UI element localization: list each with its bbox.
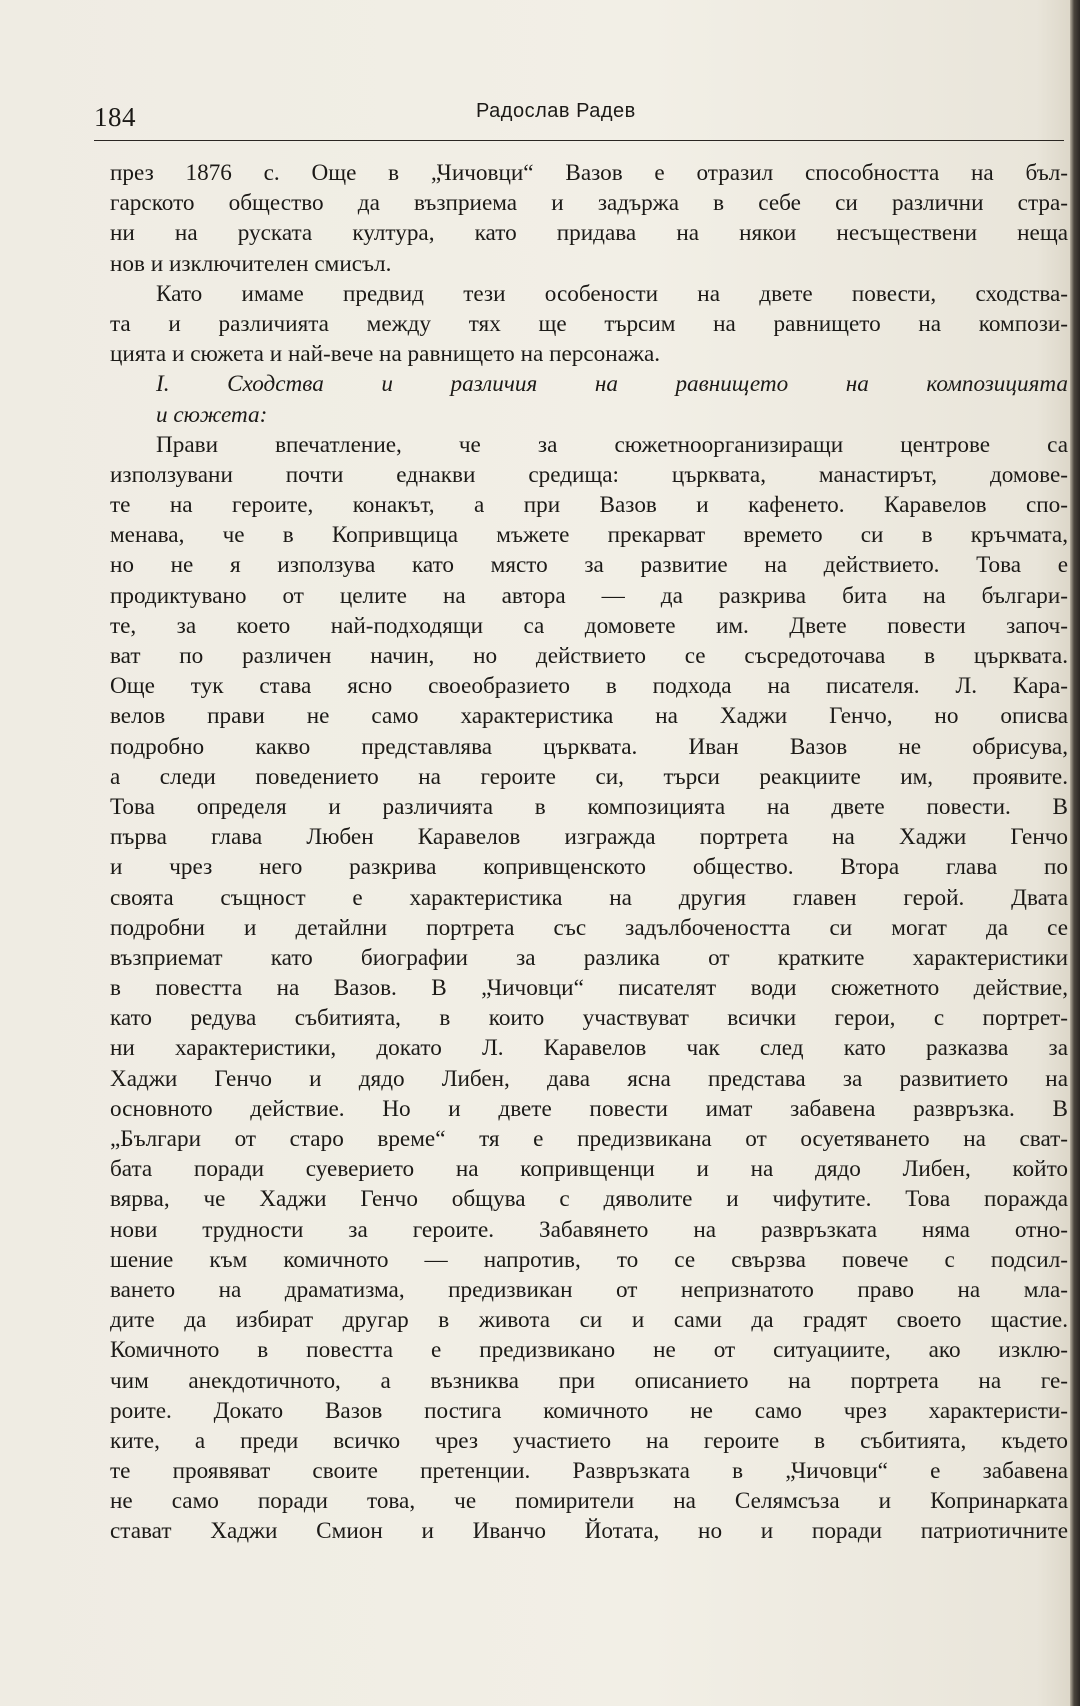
text-line: ването на драматизма, предизвикан от непризнатото право на мла- [110,1276,1068,1303]
text-line: а следи поведението на героите си, търси реакциите им, проявите. [110,763,1068,790]
text-line: през 1876 с. Още в „Чичовци“ Вазов е отразил способността на бъл- [110,160,1068,186]
text-line: нови трудности за героите. Забавянето на развръзката няма отно- [110,1216,1068,1243]
text-line: и чрез него разкрива копривщенското общество. Втора глава по [110,854,1068,881]
text-line: използувани почти еднакви средища: църквата, манастирът, домове- [110,461,1068,488]
text-line: те, за което най-подходящи са домовете им. Двете повести започ- [110,612,1068,639]
text-line: гарското общество да възприема и задържа в себе си различни стра- [110,190,1068,217]
text-line: нов и изключителен смисъл. [110,250,392,277]
body-text [110,158,1068,1547]
text-line: бата поради суеверието на копривщенци и на дядо Либен, който [110,1156,1068,1183]
text-line: цията и сюжета и най-вече на равнището на персонажа. [110,341,661,368]
text-line: шение към комичното — напротив, то се свързва повече с подсил- [110,1246,1068,1273]
text-line: ни характеристики, докато Л. Каравелов чак след като разказва за [110,1035,1068,1062]
text-line: но не я използува като място за развитие на действието. Това е [110,552,1068,579]
text-line: те на героите, конакът, а при Вазов и кафенето. Каравелов спо- [110,492,1068,519]
text-line: менава, че в Копривщица мъжете прекарват времето си в кръчмата, [110,522,1068,549]
text-line: основното действие. Но и двете повести имат забавена развръзка. В [110,1095,1068,1122]
text-line: продиктувано от целите на автора — да разкрива бита на българи- [110,582,1068,609]
text-line: Още тук става ясно своеобразието в подхода на писателя. Л. Кара- [110,673,1068,700]
text-line: Комичното в повестта е предизвикано не от ситуациите, ако изклю- [110,1337,1068,1364]
page-edge-shadow [1070,0,1080,1706]
text-line: роите. Докато Вазов постига комичното не само чрез характеристи- [110,1397,1068,1424]
running-head-author: Радослав Радев [476,100,636,122]
text-line: ките, а преди всичко чрез участието на героите в събитията, където [110,1427,1068,1454]
text-line: те проявяват своите претенции. Развръзката в „Чичовци“ е забавена [110,1458,1068,1485]
section-heading-continuation: и сюжета: [156,401,268,428]
text-line: дите да избират другар в живота си и сами да градят своето щастие. [110,1307,1068,1334]
text-line: ват по различен начин, но действието се съсредоточава в църквата. [110,643,1068,669]
text-line: вярва, че Хаджи Генчо общува с дяволите и чифутите. Това поражда [110,1186,1068,1213]
text-line: своята същност е характеристика на другия главен герой. Двата [110,884,1068,911]
text-line: чим анекдотичното, а възниква при описанието на портрета на ге- [110,1367,1068,1394]
text-line: подробни и детайлни портрета със задълбочеността си могат да се [110,914,1068,941]
text-line: Това определя и различията в композицията на двете повести. В [110,793,1068,820]
text-line: та и различията между тях ще търсим на равнището на компози- [110,310,1068,337]
paragraph-start-line: Като имаме предвид тези особености на двете повести, сходства- [156,280,1068,307]
text-line: в повестта на Вазов. В „Чичовци“ писателят води сюжетното действие, [110,975,1068,1002]
text-line: първа глава Любен Каравелов изгражда портрета на Хаджи Генчо [110,824,1068,851]
text-line: подробно какво представлява църквата. Иван Вазов не обрисува, [110,733,1068,760]
text-line: стават Хаджи Смион и Иванчо Йотата, но и поради патриотичните [110,1518,1068,1545]
page-number: 184 [94,102,136,132]
text-line: възприемат като биографии за разлика от кратките характеристики [110,944,1068,971]
text-line: не само поради това, че помирители на Селямсъза и Копринарката [110,1488,1068,1515]
text-line: велов прави не само характеристика на Хаджи Генчо, но описва [110,703,1068,730]
text-line: ни на руската култура, като придава на някои несъществени неща [110,220,1068,247]
text-line: Хаджи Генчо и дядо Либен, дава ясна представа за развитието на [110,1065,1068,1092]
text-line: „Българи от старо време“ тя е предизвикана от осуетяването на сват- [110,1126,1068,1152]
section-heading: I. Сходства и различия на равнището на композицията [156,371,1068,398]
page-header [94,98,1064,141]
text-line: като редува събитията, в които участвуват всички герои, с портрет- [110,1005,1068,1032]
paragraph-start-line: Прави впечатление, че за сюжетноорганизиращи центрове са [156,431,1068,458]
